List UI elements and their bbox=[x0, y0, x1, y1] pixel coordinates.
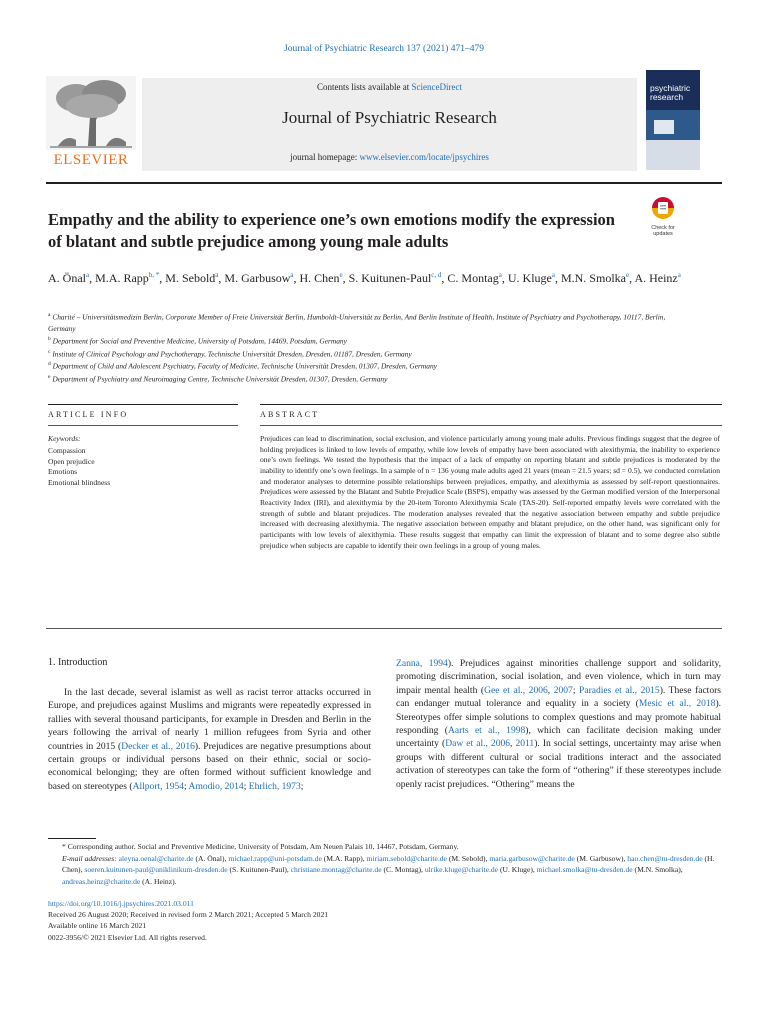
affiliation bbox=[48, 372, 688, 385]
homepage-link[interactable]: www.elsevier.com/locate/jpsychires bbox=[359, 152, 489, 162]
footnote-rule bbox=[48, 838, 96, 839]
author-name: H. Chen bbox=[299, 271, 340, 285]
copyright: 0022-3956/© 2021 Elsevier Ltd. All rights reserved. bbox=[48, 932, 207, 942]
body-text: ). Prejudices are negative presumptions about certain groups or individual persons based on their ethnic, social or socio-economical belonging; they are often formed without sufficient knowledge and based on stereotypes ( bbox=[48, 740, 371, 792]
author-name: A. Önal bbox=[48, 271, 86, 285]
keyword: Compassion bbox=[48, 446, 86, 455]
homepage-prefix: journal homepage: bbox=[290, 152, 360, 162]
citation-link[interactable]: Amodio, 2014 bbox=[188, 780, 244, 792]
affiliation-text: Charité – Universitätsmedizin Berlin, Corporate Member of Freie Universität Berlin, Humboldt-Universität zu Berlin, And Berlin Institute of Health, Institute of Psychiatry and Psychotherapy, 10117, Berlin, Germany bbox=[48, 312, 666, 333]
body-text: ). Prejudices against minorities challenge support and solidarity, promoting discrimination, social isolation, and even violence, which in turn may impair mental health ( bbox=[396, 658, 721, 696]
email-owner: (A. Heinz). bbox=[142, 876, 177, 886]
author-name: C. Montag bbox=[447, 271, 499, 285]
publisher-name: ELSEVIER bbox=[53, 152, 129, 168]
journal-cover-thumbnail[interactable] bbox=[646, 70, 700, 170]
affiliation bbox=[48, 359, 688, 372]
check-for-updates-icon bbox=[646, 196, 680, 220]
email-link[interactable]: aleyna.oenal@charite.de bbox=[118, 853, 194, 863]
footnotes bbox=[48, 841, 722, 887]
corresponding-author-note: * Corresponding author. Social and Preventive Medicine, University of Potsdam, Am Neuen Palais 10, 14467, Potsdam, Germany. bbox=[62, 842, 459, 851]
email-link[interactable]: ulrike.kluge@charite.de bbox=[424, 865, 499, 874]
author-affiliation-mark[interactable]: a bbox=[86, 271, 90, 279]
author-name: A. Heinz bbox=[634, 271, 678, 285]
body-text: ; bbox=[243, 780, 249, 792]
email-owner: (A. Önal) bbox=[195, 853, 225, 863]
citation-link[interactable]: Mesic et al., 2018 bbox=[638, 698, 716, 710]
author-name: U. Kluge bbox=[507, 271, 552, 285]
author-list: A. Önal$^a$, M.A. Rapp$^{b, *}$, M. Sebold$^a$, M. Garbusow$^a$, H. Chen$^e$, S. Kuitunen-Paul$^{c, d}$, C. Montag$^a$, U. Kluge$^a$, M.N. Smolka$^e$, A. Heinz$^a$ bbox=[48, 271, 681, 285]
author-affiliation-mark[interactable]: a bbox=[677, 271, 681, 279]
introduction-heading: 1. Introduction bbox=[48, 657, 108, 668]
homepage-line bbox=[142, 152, 637, 162]
available-online: Available online 16 March 2021 bbox=[48, 921, 147, 931]
sciencedirect-link[interactable]: ScienceDirect bbox=[411, 82, 462, 92]
masthead bbox=[46, 76, 720, 173]
email-owner: (S. Kuitunen-Paul) bbox=[229, 865, 287, 874]
citation-link[interactable]: Gee et al., 2006 bbox=[484, 684, 548, 696]
email-owner: (M.A. Rapp) bbox=[323, 853, 363, 863]
email-owner: (U. Kluge) bbox=[499, 865, 533, 874]
journal-reference[interactable]: Journal of Psychiatric Research 137 (2021) 471–479 bbox=[284, 44, 484, 54]
email-link[interactable]: maria.garbusow@charite.de bbox=[489, 853, 575, 863]
body-text: ; bbox=[300, 780, 304, 792]
affiliation-mark: a bbox=[48, 312, 51, 318]
citation-link[interactable]: Decker et al., 2016 bbox=[121, 740, 195, 752]
affiliation-text: Department of Child and Adolescent Psychiatry, Faculty of Medicine, Technische Universität Dresden, 01307, Dresden, Germany bbox=[52, 361, 437, 371]
abstract-text: Prejudices can lead to discrimination, social exclusion, and violence particularly among young male adults. Previous findings suggest that the degree of holding prejudices is linked to low levels of empathy, while low levels of empathy have been associated with alexithymia, the inability to experience one’s own feelings. We tested the hypothesis that the impact of a lack of empathy on reporting blatant and subtle prejudices is moderated by the inability to identify one’s own feelings. In a sample of n = 136 young male adults aged 21 years (mean = 21.5 years; sd = 0.5), we conducted correlation and moderator analyses to determine possible relationships between prejudices, empathy, and alexithymia as assessed by self-report questionnaires. Prejudices were assessed by the Blatant and Subtle Prejudice Scale (BSPS), empathy was assessed by the German modified version of the Interpersonal Reactivity Index (IRI), and alexithymia by the 20-item Toronto Alexithymia Scale (TAS-20). Self-reported empathy levels were correlated with the strength of subtle and blatant prejudices. The moderation analyses revealed that the negative association between empathy and subtle prejudice increased with decreasing alexithymia. The negative association between empathy and blatant prejudice, on the other hand, was significant only for participants with low levels of alexithymia. These results suggest that empathy can limit the expression of blatant and to some degree also subtle prejudice when subjects are capable to identify their own feelings in a group of young males. bbox=[260, 434, 720, 550]
author-name: M. Garbusow bbox=[224, 271, 291, 285]
citation-link[interactable]: Zanna, 1994 bbox=[396, 658, 448, 669]
author-affiliation-mark[interactable]: a bbox=[290, 271, 294, 279]
body-text: ; bbox=[184, 780, 189, 792]
article-info-heading: ARTICLE INFO bbox=[48, 410, 129, 419]
body-text: , bbox=[547, 684, 554, 696]
affiliation bbox=[48, 310, 688, 334]
body-text: In the last decade, several islamist as well as racist terror attacks occurred in Europe, and prejudices against Muslims and migrants were repeatedly expressed in rallies with several thousand participants, for example in Dresden and Berlin in the years following the arrival of nearly 1 million refugees from Syria and other countries in 2015 ( bbox=[48, 687, 371, 752]
contents-line bbox=[142, 82, 637, 92]
citation-link[interactable]: 2007 bbox=[553, 684, 573, 696]
abstract-rule bbox=[260, 404, 722, 405]
affiliation-mark: e bbox=[48, 373, 51, 380]
author-affiliation-mark[interactable]: c, d bbox=[431, 271, 442, 279]
author-name: M.N. Smolka bbox=[560, 271, 626, 285]
email-link[interactable]: hao.chen@tu-dresden.de bbox=[627, 853, 703, 863]
body-text: ). Stereotypes offer simple solutions to complex questions and may promote habitual responding ( bbox=[396, 698, 722, 737]
affiliation-text: Department of Psychiatry and Neuroimaging Centre, Technische Universität Dresden, 01307, Dresden, Germany bbox=[52, 374, 388, 384]
email-link[interactable]: miriam.sebold@charite.de bbox=[366, 853, 447, 863]
email-owner: (M.N. Smolka) bbox=[634, 865, 681, 874]
author-affiliation-mark[interactable]: e bbox=[625, 271, 630, 279]
article-info-rule-2 bbox=[48, 425, 238, 426]
badge-line-1: Check for bbox=[651, 225, 675, 231]
body-text: , bbox=[510, 738, 516, 750]
body-text: ). In social settings, uncertainty may arise when groups with different cultural or social traditions interact and the associated activation of stereotypes can take the form of “othering” if these stereotypes include openly racist prejudices. “Othering” means the bbox=[396, 738, 721, 790]
keyword: Emotional blindness bbox=[48, 477, 111, 487]
affiliation-list bbox=[48, 310, 688, 385]
email-owner: (C. Montag) bbox=[383, 865, 422, 874]
keywords-label: Keywords: bbox=[48, 434, 81, 443]
cover-title-line-2: research bbox=[650, 92, 684, 102]
citation-link[interactable]: Allport, 1954 bbox=[132, 780, 185, 792]
abstract-rule-2 bbox=[260, 425, 722, 426]
author-name: M.A. Rapp bbox=[95, 271, 149, 285]
introduction-column-1 bbox=[48, 686, 371, 793]
keyword: Emotions bbox=[48, 467, 78, 477]
email-addresses: E-mail addresses: aleyna.oenal@charite.de (A. Önal), michael.rapp@uni-potsdam.de (M.A. Rapp), miriam.sebold@charite.de (M. Sebold), maria.garbusow@charite.de (M. Garbusow), hao.chen@tu-dresden.de (H. Chen), soeren.kuitunen-paul@uniklinikum-dresden.de (S. Kuitunen-Paul), christiane.montag@charite.de (C. Montag), ulrike.kluge@charite.de (U. Kluge), michael.smolka@tu-dresden.de (M.N. Smolka), andreas.heinz@charite.de (A. Heinz). bbox=[62, 853, 715, 886]
check-for-updates-badge[interactable] bbox=[646, 196, 680, 237]
citation-link[interactable]: Paradies et al., 2015 bbox=[579, 684, 660, 696]
journal-banner bbox=[142, 78, 637, 171]
article-info-rule bbox=[48, 404, 238, 405]
body-text: ). These factors can endanger mutual tolerance and equality in a society ( bbox=[396, 684, 721, 710]
badge-line-2: updates bbox=[653, 231, 673, 237]
abstract-heading: ABSTRACT bbox=[260, 410, 320, 419]
email-owner: (H. Chen) bbox=[62, 853, 715, 874]
author-affiliation-mark[interactable]: e bbox=[339, 271, 343, 279]
affiliation-mark: c bbox=[48, 348, 51, 355]
citation-link[interactable]: 2011 bbox=[515, 738, 535, 750]
affiliation-mark: b bbox=[48, 335, 51, 342]
email-owner: (M. Sebold) bbox=[448, 853, 486, 863]
affiliation-text: Institute of Clinical Psychology and Psychotherapy, Technische Universität Dresden, Dresden, 01187, Dresden, Germany bbox=[52, 349, 412, 359]
citation-link[interactable]: Aarts et al., 1998 bbox=[447, 725, 526, 737]
body-text: ), which can facilitate decision making under uncertainty ( bbox=[396, 725, 721, 750]
keyword: Open prejudice bbox=[48, 456, 95, 466]
affiliation bbox=[48, 347, 688, 360]
cover-title-line-1: psychiatric bbox=[650, 83, 691, 93]
doi-link[interactable]: https://doi.org/10.1016/j.jpsychires.2021.03.011 bbox=[48, 899, 194, 908]
keywords-list bbox=[48, 446, 238, 488]
author-affiliation-mark[interactable]: a bbox=[551, 271, 555, 279]
email-link[interactable]: michael.rapp@uni-potsdam.de bbox=[228, 853, 322, 863]
received-dates: Received 26 August 2020; Received in revised form 2 March 2021; Accepted 5 March 2021 bbox=[48, 910, 329, 920]
email-link[interactable]: christiane.montag@charite.de bbox=[290, 865, 382, 874]
citation-link[interactable]: Ehrlich, 1973 bbox=[248, 780, 301, 792]
author-affiliation-mark[interactable]: b, * bbox=[148, 271, 160, 279]
elsevier-logo[interactable] bbox=[46, 76, 136, 173]
header-rule bbox=[46, 182, 722, 184]
affiliation-mark: d bbox=[48, 361, 51, 368]
affiliation bbox=[48, 334, 688, 347]
author-name: M. Sebold bbox=[165, 271, 216, 285]
citation-link[interactable]: Daw et al., 2006 bbox=[445, 738, 511, 750]
abstract-bottom-rule bbox=[46, 628, 722, 629]
body-text: ; bbox=[572, 684, 580, 696]
email-label: E-mail addresses: bbox=[62, 853, 117, 863]
journal-title: Journal of Psychiatric Research bbox=[282, 108, 497, 127]
author-name: S. Kuitunen-Paul bbox=[348, 271, 432, 285]
email-link[interactable]: soeren.kuitunen-paul@uniklinikum-dresden.de bbox=[84, 865, 228, 874]
author-affiliation-mark[interactable]: a bbox=[498, 271, 502, 279]
affiliation-text: Department for Social and Preventive Medicine, University of Potsdam, 14469, Potsdam, Germany bbox=[52, 336, 347, 346]
article-footer bbox=[48, 898, 722, 943]
introduction-column-2 bbox=[396, 657, 721, 791]
email-owner: (M. Garbusow) bbox=[576, 853, 624, 863]
author-affiliation-mark[interactable]: a bbox=[215, 271, 219, 279]
article-title: Empathy and the ability to experience one’s own emotions modify the expression of blatant and subtle prejudice among young male adults bbox=[48, 210, 615, 251]
email-link[interactable]: andreas.heinz@charite.de bbox=[62, 876, 141, 886]
contents-prefix: Contents lists available at bbox=[317, 82, 412, 92]
email-link[interactable]: michael.smolka@tu-dresden.de bbox=[536, 865, 633, 874]
